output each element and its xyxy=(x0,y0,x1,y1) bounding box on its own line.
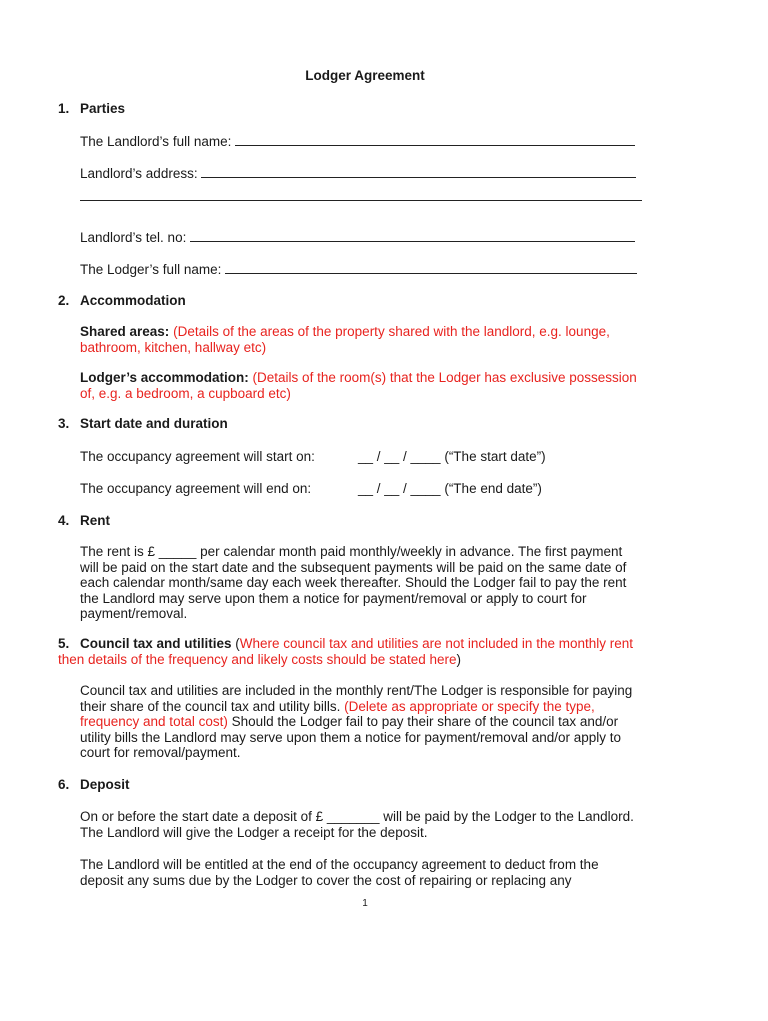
lodger-accommodation-label: Lodger’s accommodation: xyxy=(80,370,249,385)
landlord-tel-field[interactable] xyxy=(190,230,635,242)
section-title: Start date and duration xyxy=(80,416,228,431)
lodger-name-field[interactable] xyxy=(225,262,637,274)
deposit-paragraph-2: The Landlord will be entitled at the end of the occupancy agreement to deduct from the deposit any sums due by the Lodger to cover the cost of repairing or replacing any xyxy=(80,857,599,888)
landlord-tel-row xyxy=(80,230,635,245)
council-guidance: Where council tax and utilities are not included in the monthly rent then details of the frequency and likely costs should be stated here xyxy=(58,636,633,667)
council-text-a: Council tax and utilities are included in the monthly rent/The Lodger is responsible for paying their share of the council tax and utility bills. xyxy=(80,683,633,714)
lodger-accommodation-paragraph xyxy=(80,370,640,401)
council-text-b: Should the Lodger fail to pay their share of the council tax and/or utility bills the Landlord may serve upon them a notice for payment/removal and/or apply to court for removal/payment. xyxy=(80,714,622,760)
section-heading-accommodation xyxy=(58,293,186,308)
rent-paragraph: The rent is £ _____ per calendar month paid monthly/weekly in advance. The first payment will be paid on the start date and the subsequent payments will be paid on the same date of each calendar month/same day each week thereafter. Should the Lodger fail to pay the rent the Landlord may serve upon them a notice for payment/removal or apply to court for payment/removal. xyxy=(80,544,627,621)
lodger-name-label: The Lodger’s full name: xyxy=(80,262,222,277)
section-title: Council tax and utilities xyxy=(80,636,232,651)
landlord-address-row xyxy=(80,166,636,181)
shared-areas-label: Shared areas: xyxy=(80,324,170,339)
start-date-label: The occupancy agreement will start on: xyxy=(80,449,315,464)
section-title: Rent xyxy=(80,513,110,528)
landlord-address-field[interactable] xyxy=(201,166,636,178)
lodger-name-row xyxy=(80,262,637,277)
section-number: 1. xyxy=(58,101,70,116)
section-number: 2. xyxy=(58,293,70,308)
section-heading-rent xyxy=(58,513,110,528)
section-number: 4. xyxy=(58,513,70,528)
section-number: 3. xyxy=(58,416,70,431)
section-title: Accommodation xyxy=(80,293,186,308)
start-date-field[interactable]: __ / __ / ____ (“The start date”) xyxy=(358,449,546,464)
landlord-address-row-2 xyxy=(80,189,642,204)
landlord-name-label: The Landlord’s full name: xyxy=(80,134,232,149)
section-number: 6. xyxy=(58,777,70,792)
section-heading-start xyxy=(58,416,228,431)
section-title: Parties xyxy=(80,101,126,116)
section-heading-council: 5. Council tax and utilities (Where council tax and utilities are not included in the monthly rent then details of the frequency and likely costs should be stated here) xyxy=(58,636,633,667)
landlord-name-row xyxy=(80,134,635,149)
landlord-address-field-2[interactable] xyxy=(80,189,642,201)
section-heading-deposit xyxy=(58,777,130,792)
council-paragraph xyxy=(80,683,640,761)
deposit-paragraph-1: On or before the start date a deposit of £ _______ will be paid by the Lodger to the Landlord. The Landlord will give the Lodger a receipt for the deposit. xyxy=(80,809,634,840)
end-date-label: The occupancy agreement will end on: xyxy=(80,481,312,496)
council-guidance-inline: (Delete as appropriate or specify the type, frequency and total cost) xyxy=(80,698,595,729)
end-date-field[interactable]: __ / __ / ____ (“The end date”) xyxy=(358,481,542,496)
section-number: 5. xyxy=(58,636,70,651)
section-title: Deposit xyxy=(80,777,130,792)
shared-areas-paragraph xyxy=(80,324,640,355)
document-title: Lodger Agreement xyxy=(305,68,425,83)
landlord-tel-label: Landlord’s tel. no: xyxy=(80,230,187,245)
landlord-name-field[interactable] xyxy=(235,134,635,146)
landlord-address-label: Landlord’s address: xyxy=(80,166,198,181)
shared-areas-guidance: (Details of the areas of the property shared with the landlord, e.g. lounge, bathroom, kitchen, hallway etc) xyxy=(80,324,610,355)
lodger-accommodation-guidance: (Details of the room(s) that the Lodger has exclusive possession of, e.g. a bedroom, a cupboard etc) xyxy=(80,370,637,401)
section-heading-parties xyxy=(58,101,125,116)
page-number: 1 xyxy=(362,898,368,909)
